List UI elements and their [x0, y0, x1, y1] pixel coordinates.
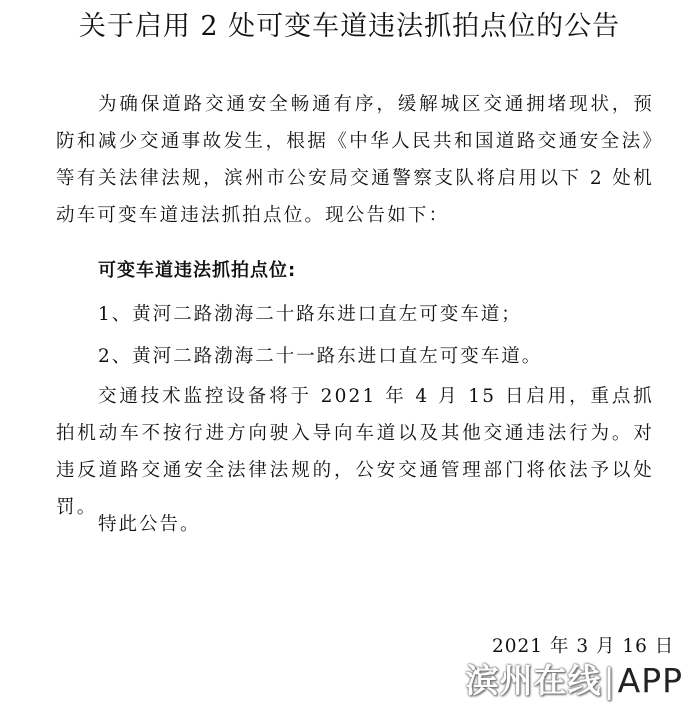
closing-text: 特此公告。 [98, 514, 201, 535]
notice-paragraph: 交通技术监控设备将于 2021 年 4 月 15 日启用，重点抓拍机动车不按行进方向驶入导向车道以及其他交通违法行为。对违反道路交通安全法律法规的，公安交通管理部门将依法予以处罚。 [56, 386, 654, 518]
app-watermark [466, 655, 684, 702]
watermark-app: APP [617, 661, 683, 700]
document-date: 2021 年 3 月 16 日 [492, 636, 675, 657]
list-item: 1、黄河二路渤海二十路东进口直左可变车道； [98, 304, 522, 325]
watermark-separator: | [603, 661, 616, 700]
section-heading: 可变车道违法抓拍点位: [98, 260, 297, 281]
watermark-name: 滨州在线 [465, 661, 602, 700]
list-item: 2、黄河二路渤海二十一路东进口直左可变车道。 [98, 346, 543, 367]
document-title: 关于启用 2 处可变车道违法抓拍点位的公告 [78, 11, 621, 42]
intro-paragraph: 为确保道路交通安全畅通有序，缓解城区交通拥堵现状，预防和减少交通事故发生，根据《中华人民共和国道路交通安全法》等有关法律法规，滨州市公安局交通警察支队将启用以下 2 处机动车可变车道违法抓拍点位。现公告如下： [56, 94, 654, 226]
